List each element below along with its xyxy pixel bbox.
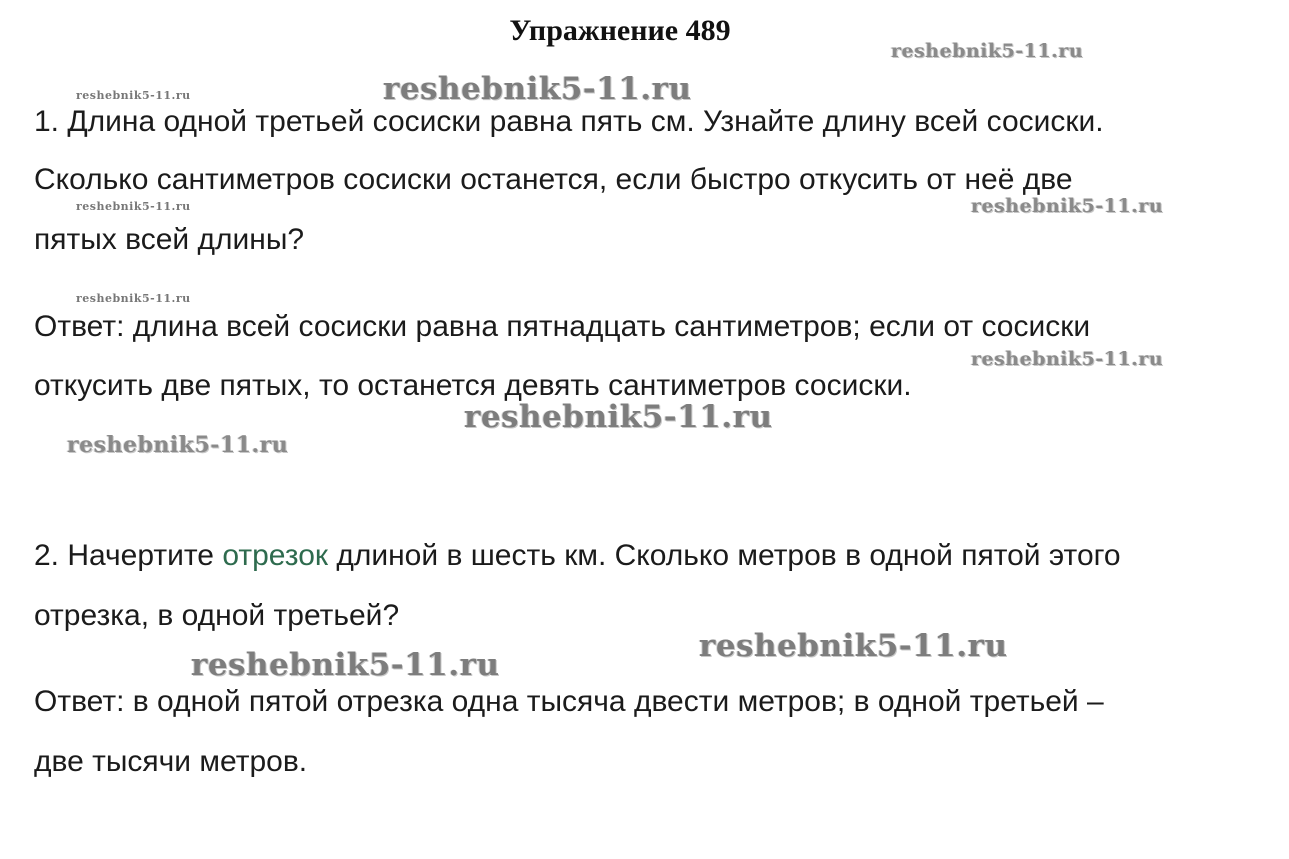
task-2-answer-line-1: Ответ: в одной пятой отрезка одна тысяча двести метров; в одной третьей –: [34, 685, 1104, 718]
watermark-small-1: reshebnik5-11.ru: [76, 89, 191, 102]
task-2-highlight-word: отрезок: [222, 539, 329, 572]
task-1-question-line-2: Сколько сантиметров сосиски останется, если быстро откусить от неё две: [34, 163, 1073, 196]
task-1-answer-line-2: откусить две пятых, то останется девять сантиметров сосиски.: [34, 369, 912, 402]
watermark-large-3: reshebnik5-11.ru: [699, 628, 1008, 664]
watermark-small-2: reshebnik5-11.ru: [76, 200, 191, 213]
task-2-question-line-1: [34, 538, 1121, 574]
watermark-right-3: reshebnik5-11.ru: [971, 348, 1164, 370]
task-1-answer-line-1: Ответ: длина всей сосиски равна пятнадцать сантиметров; если от сосиски: [34, 310, 1091, 343]
task-2-question-suffix: длиной в шесть км. Сколько метров в одной пятой этого: [328, 539, 1121, 572]
watermark-top-right: reshebnik5-11.ru: [891, 40, 1084, 62]
page-title: Упражнение 489: [509, 14, 731, 47]
watermark-small-3: reshebnik5-11.ru: [76, 292, 191, 305]
task-1-question-line-3: пятых всей длины?: [34, 223, 305, 256]
watermark-right-2: reshebnik5-11.ru: [971, 195, 1164, 217]
task-2-question-prefix: 2. Начертите: [34, 539, 223, 572]
watermark-large-2: reshebnik5-11.ru: [464, 399, 773, 435]
task-2-answer-line-2: две тысячи метров.: [34, 745, 308, 778]
watermark-large-1: reshebnik5-11.ru: [383, 71, 692, 107]
task-2-question-line-2: отрезка, в одной третьей?: [34, 599, 400, 632]
watermark-large-4: reshebnik5-11.ru: [191, 647, 500, 683]
watermark-left-4: reshebnik5-11.ru: [67, 432, 289, 458]
task-1-question-line-1: 1. Длина одной третьей сосиски равна пять см. Узнайте длину всей сосиски.: [34, 105, 1104, 138]
